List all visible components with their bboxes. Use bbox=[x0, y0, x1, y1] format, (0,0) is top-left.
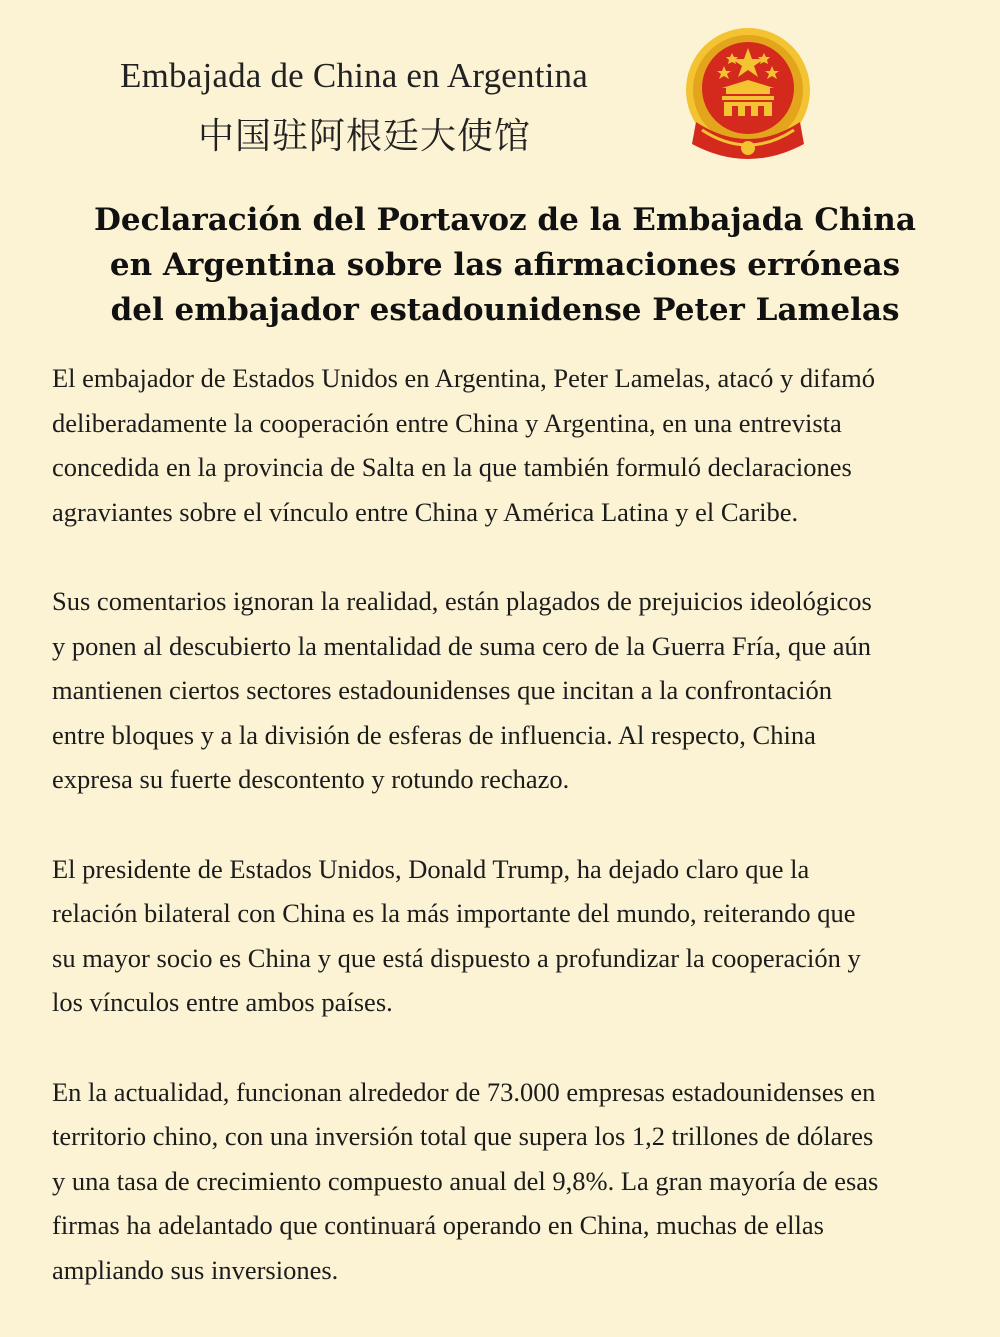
statement-title bbox=[60, 198, 950, 333]
title-line: Declaración del Portavoz de la Embajada China bbox=[94, 202, 916, 238]
statement-body bbox=[52, 356, 992, 1337]
paragraph-line: entre bloques y a la división de esferas de influencia. Al respecto, China bbox=[52, 719, 816, 750]
paragraph-line: relación bilateral con China es la más importante del mundo, reiterando que bbox=[52, 898, 856, 929]
title-line: en Argentina sobre las afirmaciones erróneas bbox=[109, 247, 901, 283]
title-line: del embajador estadounidense Peter Lamelas bbox=[110, 292, 900, 328]
paragraph bbox=[52, 579, 992, 802]
paragraph-line: El presidente de Estados Unidos, Donald Trump, ha dejado claro que la bbox=[52, 853, 810, 884]
paragraph-line: y ponen al descubierto la mentalidad de suma cero de la Guerra Fría, que aún bbox=[52, 630, 871, 661]
paragraph-line: El embajador de Estados Unidos en Argentina, Peter Lamelas, atacó y difamó bbox=[52, 363, 875, 393]
paragraph-line: los vínculos entre ambos países. bbox=[52, 987, 393, 1018]
paragraph-line: agraviantes sobre el vínculo entre China y América Latina y el Caribe. bbox=[52, 496, 799, 527]
embassy-name-chinese: 中国驻阿根廷大使馆 bbox=[198, 116, 532, 157]
paragraph-line: ampliando sus inversiones. bbox=[52, 1254, 339, 1285]
embassy-name-spanish: Embajada de China en Argentina bbox=[120, 56, 588, 95]
paragraph-line: y una tasa de crecimiento compuesto anual del 9,8%. La gran mayoría de esas bbox=[52, 1165, 879, 1196]
national-emblem-icon bbox=[682, 26, 814, 166]
paragraph bbox=[52, 1070, 992, 1293]
paragraph-line: mantienen ciertos sectores estadounidenses que incitan a la confrontación bbox=[52, 675, 832, 706]
paragraph-line: concedida en la provincia de Salta en la que también formuló declaraciones bbox=[52, 452, 852, 483]
paragraph-line: expresa su fuerte descontento y rotundo rechazo. bbox=[52, 764, 570, 795]
paragraph-line: En la actualidad, funcionan alrededor de 73.000 empresas estadounidenses en bbox=[52, 1076, 876, 1107]
letterhead bbox=[0, 0, 1000, 180]
paragraph-line: deliberadamente la cooperación entre China y Argentina, en una entrevista bbox=[52, 407, 842, 438]
paragraph-line: su mayor socio es China y que está dispuesto a profundizar la cooperación y bbox=[52, 942, 861, 973]
paragraph bbox=[52, 356, 992, 534]
paragraph-line: firmas ha adelantado que continuará operando en China, muchas de ellas bbox=[52, 1210, 824, 1241]
paragraph-line: territorio chino, con una inversión total que supera los 1,2 trillones de dólares bbox=[52, 1121, 874, 1152]
paragraph-line: Sus comentarios ignoran la realidad, están plagados de prejuicios ideológicos bbox=[52, 585, 872, 616]
paragraph bbox=[52, 847, 992, 1025]
